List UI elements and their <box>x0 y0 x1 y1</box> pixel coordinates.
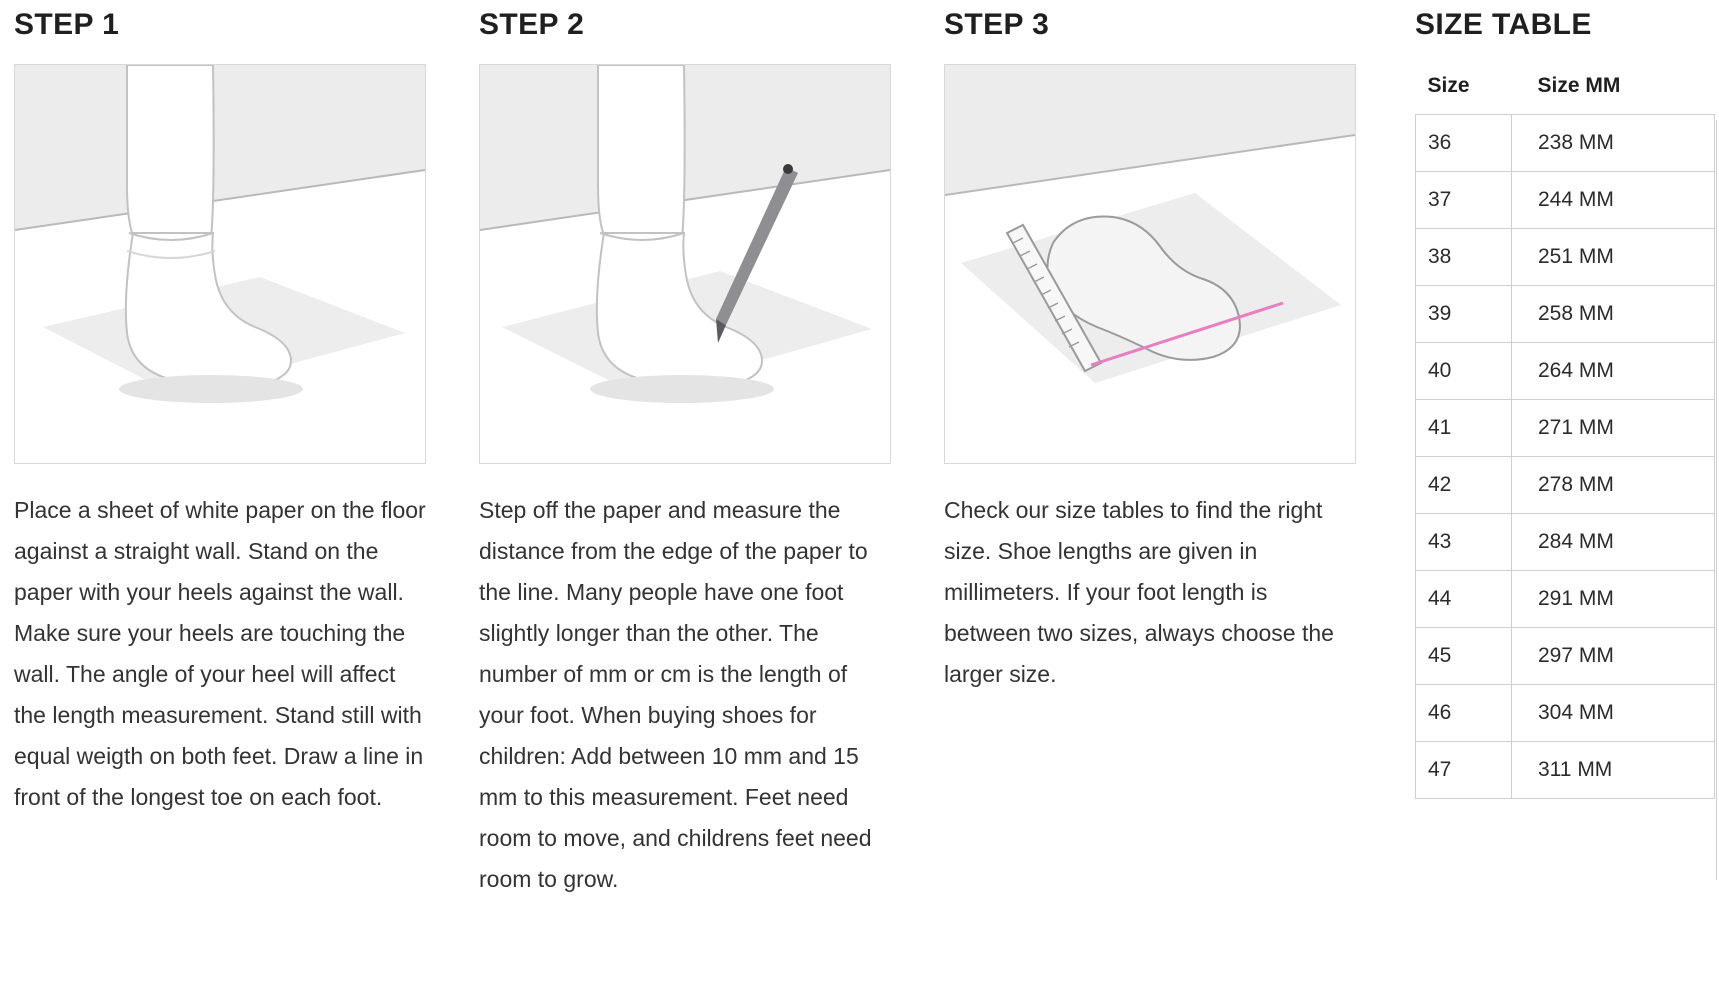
step-column-3 <box>944 0 1409 900</box>
step-1-figure <box>14 64 426 464</box>
size-table-row <box>1416 685 1715 742</box>
size-mm-cell: 304 MM <box>1512 685 1715 742</box>
size-table-body <box>1416 115 1715 799</box>
step-3-title: STEP 3 <box>944 8 1050 41</box>
size-cell: 38 <box>1416 229 1512 286</box>
size-table-row <box>1416 628 1715 685</box>
size-table-row <box>1416 115 1715 172</box>
size-mm-cell: 251 MM <box>1512 229 1715 286</box>
size-cell: 47 <box>1416 742 1512 799</box>
size-mm-cell: 297 MM <box>1512 628 1715 685</box>
size-cell: 40 <box>1416 343 1512 400</box>
size-mm-cell: 244 MM <box>1512 172 1715 229</box>
size-cell: 37 <box>1416 172 1512 229</box>
page-right-rule <box>1716 120 1717 880</box>
size-table-header-row <box>1416 68 1715 115</box>
step-column-1 <box>14 0 479 900</box>
size-mm-cell: 311 MM <box>1512 742 1715 799</box>
size-cell: 42 <box>1416 457 1512 514</box>
step-3-figure <box>944 64 1356 464</box>
step-2-figure <box>479 64 891 464</box>
size-mm-cell: 264 MM <box>1512 343 1715 400</box>
size-table-row <box>1416 571 1715 628</box>
pencil-marking-illustration <box>480 65 890 463</box>
size-cell: 44 <box>1416 571 1512 628</box>
size-cell: 36 <box>1416 115 1512 172</box>
step-1-text: Place a sheet of white paper on the floor against a straight wall. Stand on the paper with your heels against the wall. Make sure your heels are touching the wall. The angle of your heel will affect the length measurement. Stand still with equal weigth on both feet. Draw a line in front of the longest toe on each foot. <box>14 497 426 810</box>
size-table-head <box>1416 68 1715 115</box>
step-3-text: Check our size tables to find the right size. Shoe lengths are given in millimeters. If your foot length is between two sizes, always choose the larger size. <box>944 497 1334 687</box>
size-table-row <box>1416 514 1715 571</box>
step-1-title: STEP 1 <box>14 8 120 41</box>
step-2-text: Step off the paper and measure the distance from the edge of the paper to the line. Many people have one foot slightly longer than the other. The number of mm or cm is the length of your foot. When buying shoes for children: Add between 10 mm and 15 mm to this measurement. Feet need room to move, and childrens feet need room to grow. <box>479 497 872 892</box>
size-mm-cell: 258 MM <box>1512 286 1715 343</box>
size-table-header-size: Size <box>1427 74 1470 97</box>
size-cell: 41 <box>1416 400 1512 457</box>
size-table-column <box>1409 0 1719 900</box>
ruler-measuring-footprint-illustration <box>945 65 1355 463</box>
size-table-title: SIZE TABLE <box>1415 8 1592 41</box>
size-table-row <box>1416 343 1715 400</box>
size-table <box>1415 68 1715 799</box>
size-cell: 46 <box>1416 685 1512 742</box>
size-mm-cell: 238 MM <box>1512 115 1715 172</box>
size-table-header-size-mm: Size MM <box>1537 74 1621 97</box>
size-cell: 39 <box>1416 286 1512 343</box>
size-mm-cell: 271 MM <box>1512 400 1715 457</box>
step-column-2 <box>479 0 944 900</box>
size-cell: 43 <box>1416 514 1512 571</box>
size-table-row <box>1416 229 1715 286</box>
step-2-title: STEP 2 <box>479 8 585 41</box>
foot-against-wall-illustration <box>15 65 425 463</box>
size-table-row <box>1416 742 1715 799</box>
size-mm-cell: 284 MM <box>1512 514 1715 571</box>
size-cell: 45 <box>1416 628 1512 685</box>
size-table-row <box>1416 457 1715 514</box>
size-mm-cell: 291 MM <box>1512 571 1715 628</box>
size-table-row <box>1416 286 1715 343</box>
size-table-row <box>1416 172 1715 229</box>
size-table-row <box>1416 400 1715 457</box>
size-mm-cell: 278 MM <box>1512 457 1715 514</box>
